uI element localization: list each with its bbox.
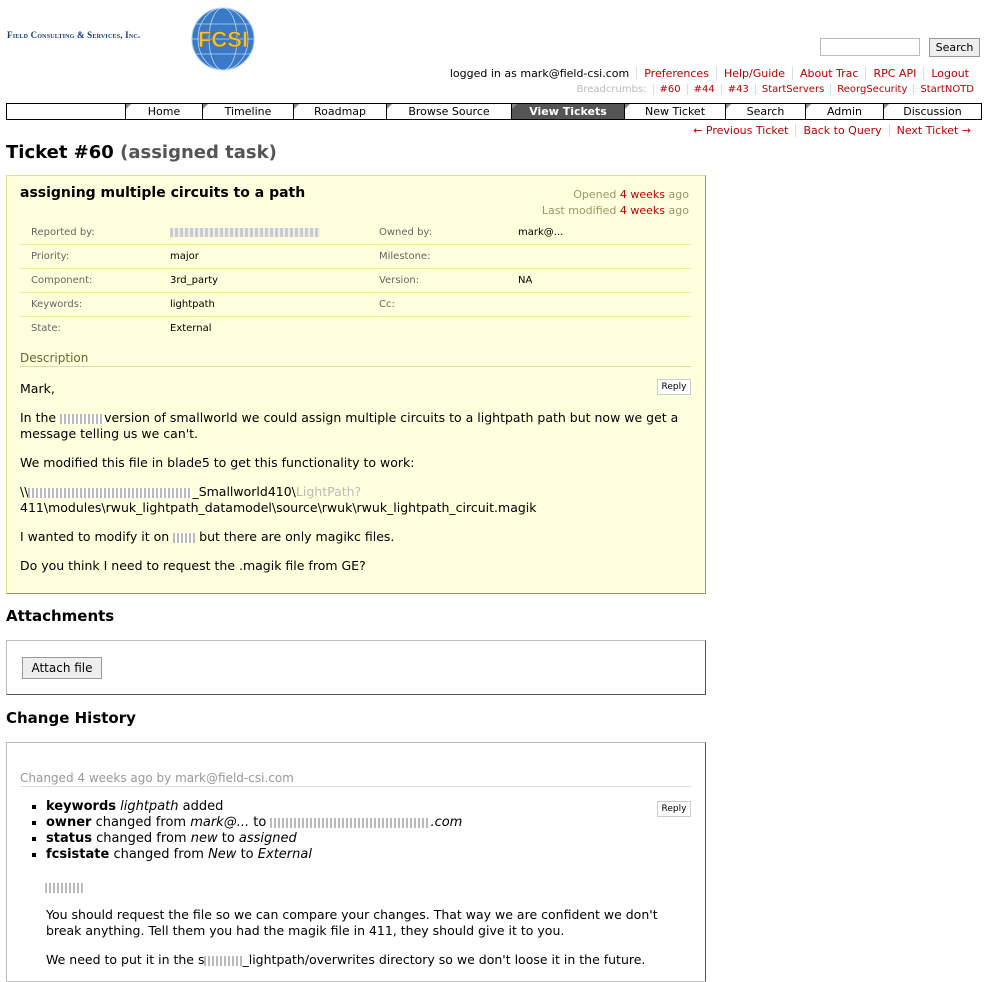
reported-by-label: Reported by: <box>31 227 95 238</box>
change-header: Changed 4 weeks ago by mark@field-csi.com <box>20 771 691 787</box>
change-history-heading: Change History <box>6 709 136 727</box>
state-label: State: <box>19 317 170 341</box>
redacted-text <box>60 414 104 424</box>
description-text: I wanted to modify it on <box>20 529 170 544</box>
path-text: 411\modules\rwuk_lightpath_datamodel\source\rwuk\rwuk_lightpath_circuit.magik <box>20 500 537 515</box>
context-nav <box>686 124 978 137</box>
cc-value <box>518 293 691 317</box>
priority-value: major <box>170 245 367 269</box>
ticket-box <box>6 175 706 594</box>
component-value: 3rd_party <box>170 269 367 293</box>
path-prefix: \\ <box>20 484 29 499</box>
redacted-text <box>28 488 192 498</box>
priority-label: Priority: <box>19 245 170 269</box>
meta-nav <box>443 67 976 80</box>
ticket-dates <box>542 187 689 219</box>
description-text: but there are only magikc files. <box>199 529 395 544</box>
modified-label: Last modified <box>541 204 617 217</box>
keywords-value: lightpath <box>170 293 367 317</box>
attachments-box <box>6 640 706 695</box>
ticket-properties <box>19 221 691 340</box>
about-trac-link[interactable]: About Trac <box>792 67 865 80</box>
milestone-value <box>518 245 691 269</box>
breadcrumb-item[interactable]: ReorgSecurity <box>830 84 913 95</box>
breadcrumb-item[interactable]: #60 <box>653 84 687 95</box>
description-paragraph: We modified this file in blade5 to get this functionality to work: <box>20 455 415 470</box>
logo-text: FCSI <box>197 27 249 52</box>
previous-ticket-link[interactable]: ← Previous Ticket <box>693 124 789 137</box>
change-list <box>27 799 462 863</box>
tab-new-ticket[interactable]: New Ticket <box>624 104 725 119</box>
breadcrumb-item[interactable]: #43 <box>721 84 755 95</box>
attach-file-button[interactable]: Attach file <box>22 657 102 679</box>
breadcrumb-item[interactable]: #44 <box>687 84 721 95</box>
main-nav <box>6 103 982 120</box>
redacted-text <box>270 818 430 828</box>
description-text: In the <box>20 410 57 425</box>
page-title <box>6 142 277 163</box>
cc-label: Cc: <box>367 293 518 317</box>
search-button[interactable]: Search <box>929 38 980 57</box>
ticket-number: Ticket #60 <box>6 142 114 163</box>
reply-button[interactable]: Reply <box>657 801 691 817</box>
description-text: version of smallworld we could assign multiple circuits to a lightpath path but now we get a message telling us we can't. <box>20 410 679 441</box>
modified-ago: ago <box>668 204 689 217</box>
version-label: Version: <box>367 269 518 293</box>
redacted-email <box>170 228 320 237</box>
preferences-link[interactable]: Preferences <box>636 67 716 80</box>
breadcrumbs-label: Breadcrumbs: <box>576 84 647 95</box>
tab-home[interactable]: Home <box>125 104 202 119</box>
tab-browse-source[interactable]: Browse Source <box>386 104 511 119</box>
tab-view-tickets[interactable]: View Tickets <box>511 104 624 119</box>
opened-label: Opened <box>573 188 617 201</box>
search-input[interactable] <box>820 38 920 56</box>
tab-timeline[interactable]: Timeline <box>202 104 293 119</box>
redacted-text <box>45 883 83 893</box>
opened-link[interactable]: 4 weeks <box>619 188 666 201</box>
list-item: ▪ status changed from new to assigned <box>46 831 462 847</box>
opened-ago: ago <box>668 188 689 201</box>
comment-paragraph: We need to put it in the s _lightpath/overwrites directory so we don't loose it in the future. <box>46 952 646 967</box>
change-history-box <box>6 742 706 982</box>
milestone-label: Milestone: <box>367 245 518 269</box>
description-heading: Description <box>20 351 691 367</box>
component-label: Component: <box>19 269 170 293</box>
list-item: ▪ keywords lightpath added <box>46 799 462 815</box>
list-item: ▪ fcsistate changed from New to External <box>46 847 462 863</box>
redacted-text <box>173 533 195 543</box>
back-to-query-link[interactable]: Back to Query <box>795 124 888 137</box>
help-guide-link[interactable]: Help/Guide <box>716 67 792 80</box>
next-ticket-link[interactable]: Next Ticket → <box>889 124 978 137</box>
owned-by-value: mark@... <box>518 227 564 238</box>
lightpath-wiki-link[interactable]: LightPath? <box>295 484 362 499</box>
modified-link[interactable]: 4 weeks <box>619 204 666 217</box>
list-item: ▪ owner changed from mark@... to .com <box>46 815 462 831</box>
breadcrumb-item[interactable]: StartServers <box>755 84 830 95</box>
fcsi-logo[interactable] <box>190 6 256 72</box>
reply-button[interactable]: Reply <box>657 379 691 395</box>
reported-by-value <box>170 221 367 245</box>
version-value: NA <box>518 269 691 293</box>
ticket-summary: assigning multiple circuits to a path <box>20 185 306 201</box>
logout-link[interactable]: Logout <box>923 67 976 80</box>
path-text: _Smallworld410\ <box>192 484 296 499</box>
state-value: External <box>170 317 367 341</box>
tab-roadmap[interactable]: Roadmap <box>293 104 386 119</box>
rpc-api-link[interactable]: RPC API <box>865 67 923 80</box>
company-name: Field Consulting & Services, Inc. <box>7 30 141 40</box>
description-paragraph <box>20 529 692 545</box>
attachments-heading: Attachments <box>6 607 115 625</box>
breadcrumb-item[interactable]: StartNOTD <box>913 84 980 95</box>
description-paragraph <box>20 410 692 442</box>
logged-in-text: logged in as mark@field-csi.com <box>449 67 630 80</box>
breadcrumbs <box>577 84 980 95</box>
keywords-label: Keywords: <box>19 293 170 317</box>
description-path <box>20 484 692 516</box>
description-greeting: Mark, <box>20 381 55 396</box>
ticket-status: (assigned task) <box>120 142 277 163</box>
tab-admin[interactable]: Admin <box>805 104 883 119</box>
tab-search[interactable]: Search <box>725 104 805 119</box>
tab-discussion[interactable]: Discussion <box>883 104 981 119</box>
owned-by-label: Owned by: <box>379 227 432 238</box>
redacted-text <box>204 956 242 966</box>
description-paragraph: Do you think I need to request the .magik file from GE? <box>20 558 366 573</box>
comment-paragraph: You should request the file so we can compare your changes. That way we are confident we don't break anything. Tell them you had the magik file in 411, they should give it to you. <box>46 907 658 938</box>
